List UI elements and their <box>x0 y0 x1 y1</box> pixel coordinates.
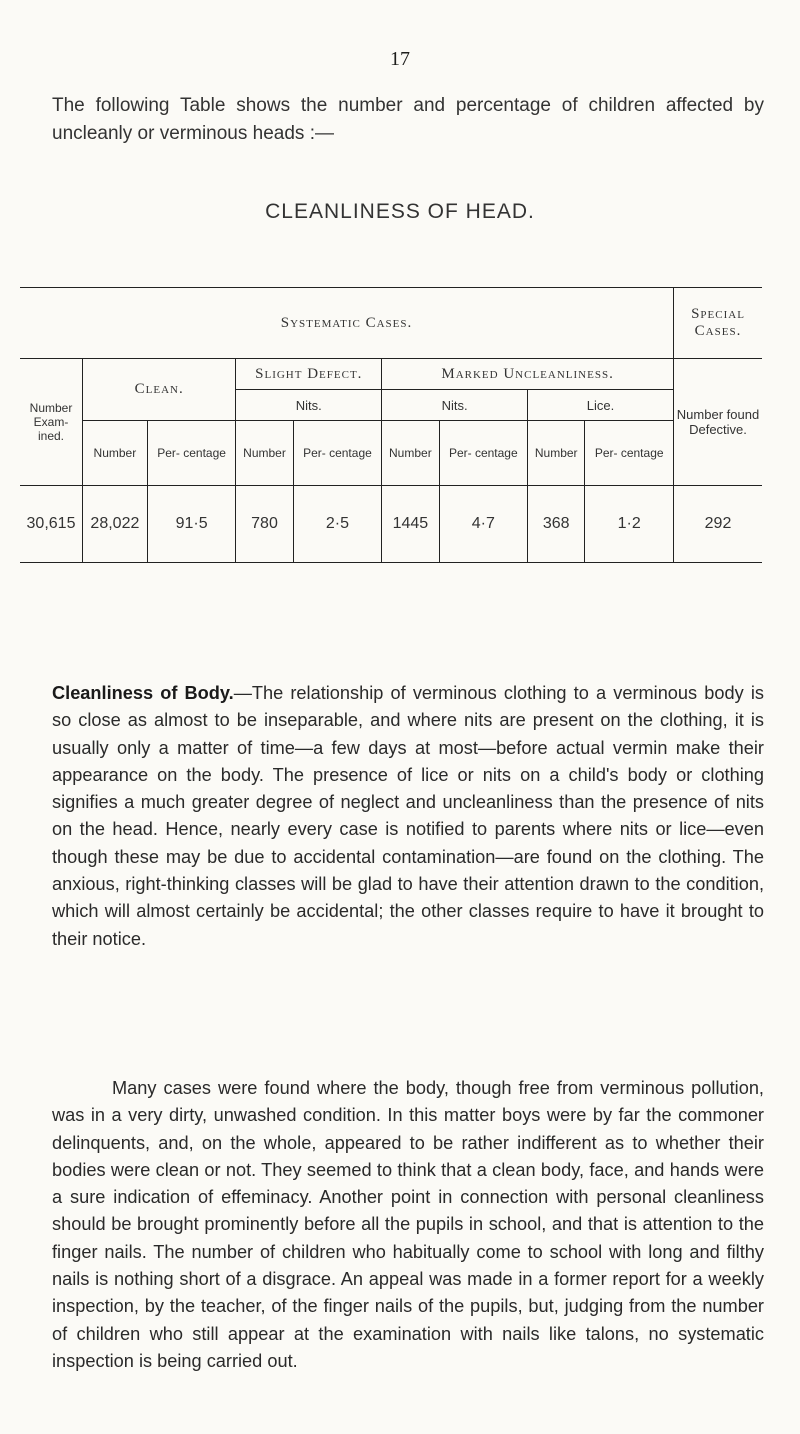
header-number-examined: Number Exam- ined. <box>20 359 83 486</box>
header-slight-percentage: Per- centage <box>293 421 382 486</box>
paragraph-lead-heading: Cleanliness of Body. <box>52 683 234 703</box>
cell-marked-lice-pct: 1·2 <box>585 486 674 563</box>
header-marked-lice-percentage: Per- centage <box>585 421 674 486</box>
cell-marked-nits-number: 1445 <box>382 486 439 563</box>
header-slight-defect: Slight Defect. <box>236 359 382 390</box>
table-row <box>20 486 762 563</box>
header-marked-nits-percentage: Per- centage <box>439 421 528 486</box>
cell-slight-pct: 2·5 <box>293 486 382 563</box>
cell-marked-nits-pct: 4·7 <box>439 486 528 563</box>
header-marked-nits-number: Number <box>382 421 439 486</box>
paragraph-many-cases: Many cases were found where the body, though free from verminous pollution, was in a very dirty, unwashed condition. In this matter boys were by far the commoner delinquents, and, on the whole, appeared to be rather indifferent as to whether their bodies were clean or not. They seemed to think that a clean body, face, and hands were a sure indication of effeminacy. Another point in connection with personal cleanliness should be brought prominently before all the pupils in school, and that is attention to the finger nails. The number of children who habitually come to school with long and filthy nails is nothing short of a disgrace. An appeal was made in a former report for a weekly inspection, by the teacher, of the finger nails of the pupils, but, judging from the number of children who still appear at the examination with nails like talons, no systematic inspection is being carried out. <box>52 1078 764 1371</box>
cell-marked-lice-number: 368 <box>528 486 585 563</box>
header-clean-percentage: Per- centage <box>147 421 236 486</box>
page-number: 17 <box>390 48 410 70</box>
cell-clean-pct: 91·5 <box>147 486 236 563</box>
cleanliness-table <box>20 287 762 563</box>
header-special-cases: Special Cases. <box>674 288 763 359</box>
header-slight-nits: Nits. <box>236 390 382 421</box>
cell-special-defective: 292 <box>674 486 763 563</box>
table-title: CLEANLINESS OF HEAD. <box>265 200 535 223</box>
cell-examined: 30,615 <box>20 486 83 563</box>
intro-paragraph: The following Table shows the number and percentage of children affected by uncleanly or verminous heads :— <box>52 95 764 144</box>
paragraph-cleanliness-of-body <box>52 680 764 953</box>
header-number-found-defective: Number found Defective. <box>674 359 763 486</box>
cell-slight-number: 780 <box>236 486 293 563</box>
paragraph-body: —The relationship of verminous clothing to a verminous body is so close as almost to be inseparable, and where nits are present on the clothing, it is usually only a matter of time—a few days at most—before actual vermin make their appearance on the body. The presence of lice or nits on a child's body or clothing signifies a much greater degree of neglect and uncleanliness than the presence of nits on the head. Hence, nearly every case is notified to parents where nits or lice—even though these may be due to accidental contamination—are found on the clothing. The anxious, right-thinking classes will be glad to have their attention drawn to the condition, which will almost certainly be accidental; the other classes require to have it brought to their notice. <box>52 683 764 949</box>
header-slight-number: Number <box>236 421 293 486</box>
header-marked-uncleanliness: Marked Uncleanliness. <box>382 359 674 390</box>
header-systematic-cases: Systematic Cases. <box>20 288 674 359</box>
header-marked-lice: Lice. <box>528 390 674 421</box>
header-clean-number: Number <box>83 421 148 486</box>
cell-clean-number: 28,022 <box>83 486 148 563</box>
header-marked-nits: Nits. <box>382 390 528 421</box>
header-clean: Clean. <box>83 359 236 421</box>
header-marked-lice-number: Number <box>528 421 585 486</box>
